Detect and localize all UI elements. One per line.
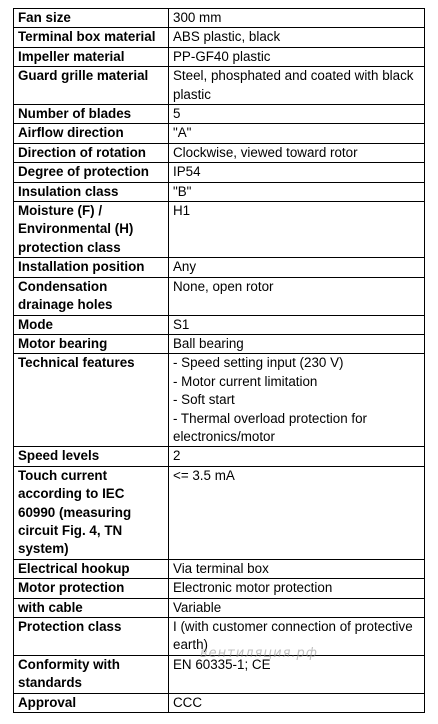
spec-value — [169, 354, 425, 447]
spec-value-line: "A" — [173, 125, 192, 141]
spec-value — [169, 143, 425, 162]
spec-value — [169, 67, 425, 105]
spec-value-line: 5 — [173, 106, 181, 122]
spec-label: Touch current according to IEC 60990 (measuring circuit Fig. 4, TN system) — [14, 466, 169, 559]
spec-value — [169, 334, 425, 353]
spec-label: Impeller material — [14, 47, 169, 66]
table-row — [14, 466, 425, 559]
spec-value-line: H1 — [173, 203, 191, 219]
spec-value-line: - Soft start — [173, 392, 235, 408]
spec-value-line: Via terminal box — [173, 560, 269, 576]
spec-label: Protection class — [14, 618, 169, 656]
spec-label: Technical features — [14, 354, 169, 447]
watermark: вентиляция.рф — [200, 646, 318, 661]
spec-value — [169, 618, 425, 656]
table-row — [14, 47, 425, 66]
spec-label: Motor protection — [14, 579, 169, 598]
spec-label: Number of blades — [14, 105, 169, 124]
table-row — [14, 334, 425, 353]
spec-value-line: Electronic motor protection — [173, 580, 333, 596]
spec-value — [169, 202, 425, 258]
spec-label: Direction of rotation — [14, 143, 169, 162]
spec-label: Fan size — [14, 9, 169, 28]
table-row — [14, 105, 425, 124]
spec-label: Speed levels — [14, 447, 169, 466]
spec-value — [169, 47, 425, 66]
spec-label: Insulation class — [14, 182, 169, 201]
spec-label: Conformity with standards — [14, 655, 169, 693]
spec-value-line: CCC — [173, 694, 203, 710]
spec-value-line: - Speed setting input (230 V) — [173, 355, 344, 371]
spec-label: Motor bearing — [14, 334, 169, 353]
table-row — [14, 67, 425, 105]
spec-value — [169, 124, 425, 143]
spec-value — [169, 163, 425, 182]
spec-value — [169, 28, 425, 47]
spec-label: Guard grille material — [14, 67, 169, 105]
table-row — [14, 693, 425, 712]
spec-value — [169, 182, 425, 201]
spec-value — [169, 9, 425, 28]
spec-value-line: - Motor current limitation — [173, 373, 318, 389]
spec-label: Electrical hookup — [14, 559, 169, 578]
spec-value — [169, 105, 425, 124]
spec-value-line: Steel, phosphated and coated with black plastic — [173, 68, 414, 102]
spec-label: Moisture (F) / Environmental (H) protection class — [14, 202, 169, 258]
spec-value — [169, 598, 425, 617]
spec-value-line: Any — [173, 259, 197, 275]
spec-value-line: - Thermal overload protection for electronics/motor — [173, 410, 368, 444]
table-row — [14, 655, 425, 693]
spec-sheet — [13, 8, 425, 713]
spec-value — [169, 447, 425, 466]
spec-value — [169, 258, 425, 277]
table-row — [14, 124, 425, 143]
spec-value — [169, 466, 425, 559]
spec-table-body — [14, 9, 425, 713]
table-row — [14, 354, 425, 447]
spec-value-line: 300 mm — [173, 10, 222, 25]
spec-value-line: IP54 — [173, 164, 201, 180]
spec-value — [169, 277, 425, 315]
table-row — [14, 143, 425, 162]
spec-value-line: S1 — [173, 316, 190, 332]
table-row — [14, 559, 425, 578]
spec-value — [169, 579, 425, 598]
spec-label: with cable — [14, 598, 169, 617]
table-row — [14, 598, 425, 617]
spec-label: Terminal box material — [14, 28, 169, 47]
table-row — [14, 618, 425, 656]
spec-value-line: PP-GF40 plastic — [173, 48, 271, 64]
table-row — [14, 447, 425, 466]
spec-value — [169, 693, 425, 712]
table-row — [14, 28, 425, 47]
table-row — [14, 258, 425, 277]
spec-value-line: <= 3.5 mA — [173, 467, 235, 483]
table-row — [14, 579, 425, 598]
spec-value-line: Variable — [173, 599, 222, 615]
spec-value-line: Clockwise, viewed toward rotor — [173, 144, 358, 160]
spec-label: Degree of protection — [14, 163, 169, 182]
spec-value-line: I (with customer connection of protective earth) — [173, 619, 413, 653]
spec-value-line: None, open rotor — [173, 278, 274, 294]
spec-label: Installation position — [14, 258, 169, 277]
table-row — [14, 182, 425, 201]
table-row — [14, 9, 425, 28]
spec-value-line: Ball bearing — [173, 335, 244, 351]
spec-value — [169, 315, 425, 334]
table-row — [14, 315, 425, 334]
spec-label: Mode — [14, 315, 169, 334]
spec-value-line: 2 — [173, 448, 181, 464]
spec-label: Airflow direction — [14, 124, 169, 143]
spec-table — [13, 8, 425, 713]
spec-label: Condensation drainage holes — [14, 277, 169, 315]
table-row — [14, 277, 425, 315]
spec-label: Approval — [14, 693, 169, 712]
spec-value-line: EN 60335-1; CE — [173, 656, 271, 672]
table-row — [14, 202, 425, 258]
table-row — [14, 163, 425, 182]
spec-value — [169, 655, 425, 693]
spec-value-line: "B" — [173, 183, 192, 199]
spec-value — [169, 559, 425, 578]
spec-value-line: ABS plastic, black — [173, 29, 281, 45]
